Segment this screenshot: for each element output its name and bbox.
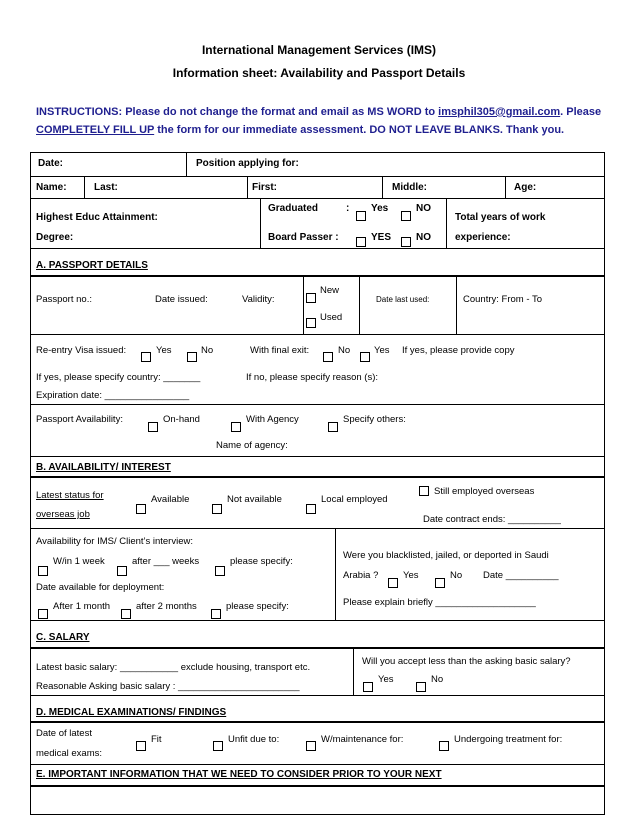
divider (84, 176, 85, 198)
after2months-label: after 2 months (136, 601, 197, 612)
divider (446, 198, 447, 248)
section-divider (30, 647, 605, 649)
form-title: International Management Services (IMS) (201, 43, 437, 57)
educ-label: Highest Educ Attainment: (36, 212, 158, 223)
board-yes-label: YES (371, 232, 392, 243)
divider (335, 528, 336, 620)
form-border-bottom (30, 814, 605, 815)
middle-name-label: Middle: (392, 182, 427, 193)
specify-country-field[interactable]: If yes, please specify country: _______ (36, 372, 201, 383)
instructions-emphasis: COMPLETELY FILL UP (36, 124, 155, 136)
form-border-top (30, 152, 605, 153)
after1month-checkbox[interactable] (38, 609, 48, 619)
instructions-line2 (36, 124, 564, 136)
divider (186, 152, 187, 176)
divider (505, 176, 506, 198)
final-exit-no-label: No (338, 345, 351, 356)
important-heading: E. IMPORTANT INFORMATION THAT WE NEED TO CONSIDER PRIOR TO YOUR NEXT (36, 769, 442, 780)
onhand-label: On-hand (163, 414, 200, 425)
reentry-no-checkbox[interactable] (187, 352, 197, 362)
last-name-label: Last: (94, 182, 118, 193)
date-last-used-label: Date last used: (376, 295, 430, 304)
fit-checkbox[interactable] (136, 741, 146, 751)
local-employed-label: Local employed (321, 494, 388, 505)
expiration-date-field[interactable]: Expiration date: ________________ (36, 390, 190, 401)
degree-label: Degree: (36, 232, 74, 243)
onhand-checkbox[interactable] (148, 422, 158, 432)
undergoing-checkbox[interactable] (439, 741, 449, 751)
section-divider (30, 721, 605, 723)
row-divider (30, 404, 605, 405)
asking-salary-field[interactable]: Reasonable Asking basic salary : _______________________ (36, 681, 300, 692)
blacklisted-yes-checkbox[interactable] (388, 578, 398, 588)
board-passer-label: Board Passer : (268, 232, 339, 243)
graduated-yes-checkbox[interactable] (356, 211, 366, 221)
row-divider (30, 248, 605, 249)
graduated-no-checkbox[interactable] (401, 211, 411, 221)
accept-less-question: Will you accept less than the asking basic salary? (362, 656, 571, 667)
total-years-label: Total years of work (455, 212, 546, 223)
divider (382, 176, 383, 198)
blacklisted-question: Were you blacklisted, jailed, or deported in Saudi (343, 550, 549, 561)
divider (456, 277, 457, 334)
specify-interview-checkbox[interactable] (215, 566, 225, 576)
section-divider (30, 275, 605, 277)
accept-less-yes-checkbox[interactable] (363, 682, 373, 692)
after-weeks-label: after ___ weeks (132, 556, 200, 567)
availability-heading: B. AVAILABILITY/ INTEREST (36, 462, 171, 473)
still-employed-label: Still employed overseas (434, 486, 535, 497)
blacklisted-yes-label: Yes (403, 570, 419, 581)
row-divider (30, 528, 605, 529)
explain-field[interactable]: Please explain briefly ___________________ (343, 597, 536, 608)
passport-new-checkbox[interactable] (306, 293, 316, 303)
age-label: Age: (514, 182, 537, 193)
validity-label: Validity: (242, 294, 275, 305)
email-link[interactable]: imsphil305@gmail.com (438, 106, 561, 118)
divider (260, 198, 261, 248)
salary-heading: C. SALARY (36, 632, 90, 643)
medical-heading: D. MEDICAL EXAMINATIONS/ FINDINGS (36, 707, 227, 718)
date-latest-label: Date of latest (36, 728, 92, 739)
local-employed-checkbox[interactable] (306, 504, 316, 514)
instructions-text: INSTRUCTIONS: Please do not change the format and email as MS WORD to (36, 106, 439, 118)
row-divider (30, 198, 605, 199)
specify-interview-label: please specify: (230, 556, 293, 567)
experience-label: experience: (455, 232, 511, 243)
after-weeks-checkbox[interactable] (117, 566, 127, 576)
with-agency-label: With Agency (246, 414, 299, 425)
new-label: New (320, 285, 340, 296)
position-label: Position applying for: (196, 158, 299, 169)
board-yes-checkbox[interactable] (356, 237, 366, 247)
specify-deployment-checkbox[interactable] (211, 609, 221, 619)
section-divider (30, 476, 605, 478)
instructions-line1 (36, 106, 601, 118)
row-divider (30, 764, 605, 765)
passport-no-label: Passport no.: (36, 294, 92, 305)
overseas-job-label: overseas job (36, 509, 90, 520)
fit-label: Fit (151, 734, 162, 745)
date-label: Date: (38, 158, 64, 169)
divider (303, 277, 304, 334)
form-border-left (30, 152, 31, 814)
final-exit-yes-label: Yes (374, 345, 390, 356)
row-divider (30, 620, 605, 621)
medical-exams-label: medical exams: (36, 748, 102, 759)
graduated-colon: : (346, 203, 350, 214)
maintenance-checkbox[interactable] (306, 741, 316, 751)
w1week-label: W/in 1 week (53, 556, 105, 567)
instructions-suffix: . Please (560, 106, 602, 118)
reentry-visa-label: Re-entry Visa issued: (36, 345, 127, 356)
divider (359, 277, 360, 334)
passport-heading: A. PASSPORT DETAILS (36, 260, 148, 271)
accept-less-yes-label: Yes (378, 674, 394, 685)
used-label: Used (320, 312, 343, 323)
graduated-yes-label: Yes (371, 203, 389, 214)
final-exit-yes-checkbox[interactable] (360, 352, 370, 362)
blacklisted-date-field[interactable]: Date __________ (483, 570, 559, 581)
row-divider (30, 334, 605, 335)
reentry-yes-label: Yes (156, 345, 172, 356)
board-no-label: NO (416, 232, 431, 243)
country-label: Country: From - To (463, 294, 543, 305)
reentry-yes-checkbox[interactable] (141, 352, 151, 362)
maintenance-label: W/maintenance for: (321, 734, 404, 745)
not-available-checkbox[interactable] (212, 504, 222, 514)
passport-used-checkbox[interactable] (306, 318, 316, 328)
specify-others-checkbox[interactable] (328, 422, 338, 432)
divider (247, 176, 248, 198)
reentry-no-label: No (201, 345, 214, 356)
board-no-checkbox[interactable] (401, 237, 411, 247)
blacklisted-no-label: No (450, 570, 463, 581)
accept-less-no-label: No (431, 674, 444, 685)
w1week-checkbox[interactable] (38, 566, 48, 576)
latest-status-label: Latest status for (36, 490, 104, 501)
after2months-checkbox[interactable] (121, 609, 131, 619)
blacklisted-no-checkbox[interactable] (435, 578, 445, 588)
available-checkbox[interactable] (136, 504, 146, 514)
specify-reason-label: If no, please specify reason (s): (246, 372, 379, 383)
undergoing-label: Undergoing treatment for: (454, 734, 563, 745)
after1month-label: After 1 month (53, 601, 111, 612)
row-divider (30, 695, 605, 696)
form-border-right (604, 152, 605, 814)
provide-copy-note: If yes, please provide copy (402, 345, 515, 356)
available-label: Available (151, 494, 190, 505)
form-subtitle: Information sheet: Availability and Passport Details (172, 66, 466, 80)
name-label: Name: (36, 182, 67, 193)
row-divider (30, 176, 605, 177)
arabia-label: Arabia ? (343, 570, 379, 581)
instructions-rest: the form for our immediate assessment. DO NOT LEAVE BLANKS. Thank you. (154, 124, 565, 136)
specify-others-label: Specify others: (343, 414, 406, 425)
deployment-label: Date available for deployment: (36, 582, 165, 593)
row-divider (30, 456, 605, 457)
unfit-label: Unfit due to: (228, 734, 280, 745)
interview-label: Availability for IMS/ Client’s interview: (36, 536, 193, 547)
divider (353, 649, 354, 695)
specify-deployment-label: please specify: (226, 601, 289, 612)
passport-availability-label: Passport Availability: (36, 414, 123, 425)
graduated-label: Graduated (268, 203, 319, 214)
date-issued-label: Date issued: (155, 294, 208, 305)
graduated-no-label: NO (416, 203, 431, 214)
not-available-label: Not available (227, 494, 282, 505)
accept-less-no-checkbox[interactable] (416, 682, 426, 692)
latest-basic-salary-field[interactable]: Latest basic salary: ___________ exclude housing, transport etc. (36, 662, 311, 673)
first-name-label: First: (252, 182, 277, 193)
with-agency-checkbox[interactable] (231, 422, 241, 432)
final-exit-no-checkbox[interactable] (323, 352, 333, 362)
section-divider (30, 785, 605, 787)
contract-ends-field[interactable]: Date contract ends: __________ (423, 514, 561, 525)
unfit-checkbox[interactable] (213, 741, 223, 751)
final-exit-label: With final exit: (250, 345, 310, 356)
agency-name-label: Name of agency: (216, 440, 288, 451)
still-employed-checkbox[interactable] (419, 486, 429, 496)
